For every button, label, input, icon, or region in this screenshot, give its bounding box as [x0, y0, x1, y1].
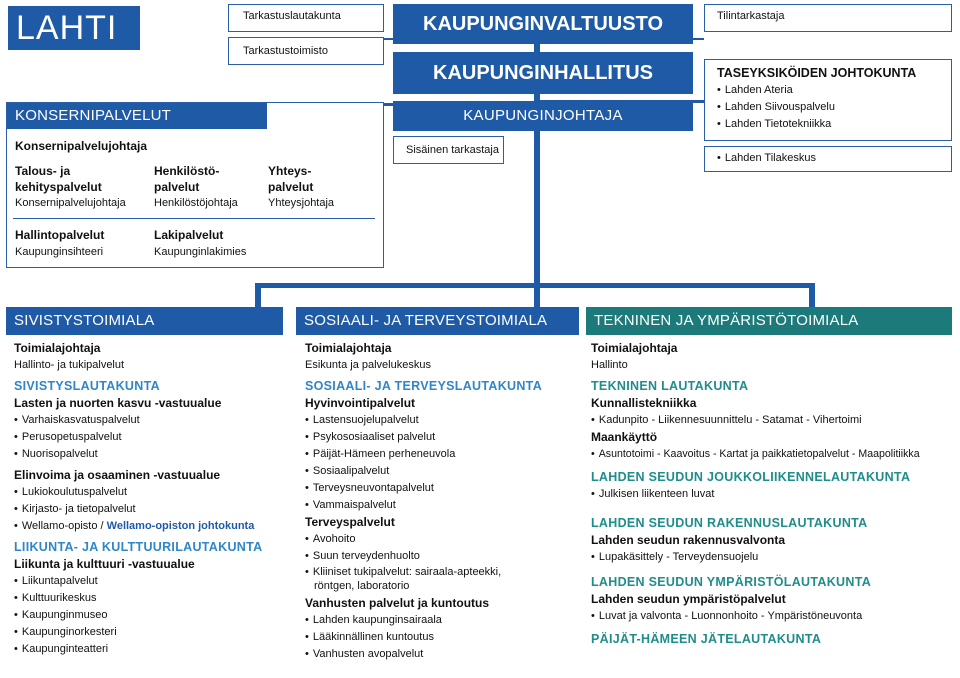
konserni-divider	[13, 218, 375, 219]
konserni-col-laki	[154, 227, 246, 261]
list-item: • Kirjasto- ja tietopalvelut	[14, 501, 284, 518]
konsernipalvelut-header: KONSERNIPALVELUT	[7, 103, 267, 129]
lasten-nuorten-heading: Lasten ja nuorten kasvu -vastuualue	[14, 396, 222, 410]
rakennuslautakunta-heading: LAHDEN SEUDUN RAKENNUSLAUTAKUNTA	[591, 516, 868, 530]
list-item-kliiniset: • Kliiniset tukipalvelut: sairaala-apteekki, röntgen, laboratorio	[305, 565, 529, 593]
konsernipalvelujohtaja-label: Konsernipalvelujohtaja	[15, 139, 148, 153]
tekninen-hallinto: Hallinto	[591, 359, 628, 371]
henkilosto-heading-2: palvelut	[154, 180, 200, 194]
tekninen-lautakunta-heading: TEKNINEN LAUTAKUNTA	[591, 379, 749, 393]
wellamo-johtokunta-label: Wellamo-opiston johtokunta	[106, 520, 255, 532]
liikunta-kulttuurilautakunta-heading: LIIKUNTA- JA KULTTUURILAUTAKUNTA	[14, 540, 263, 554]
tarkastuslautakunta-box	[228, 4, 384, 32]
tekninen-column	[591, 340, 956, 648]
sisainen-tarkastaja-label: Sisäinen tarkastaja	[406, 144, 499, 156]
ymparistolautakunta-heading: LAHDEN SEUDUN YMPÄRISTÖLAUTAKUNTA	[591, 575, 872, 589]
ymparistopalvelut-heading: Lahden seudun ympäristöpalvelut	[591, 592, 786, 606]
list-item: • Avohoito	[305, 531, 580, 548]
wellamo-opisto-label: Wellamo-opisto /	[21, 520, 107, 532]
taseyksikot-title: TASEYKSIKÖIDEN JOHTOKUNTA	[717, 66, 917, 80]
henkilosto-heading-1: Henkilöstö-	[154, 164, 220, 178]
connector-right-horizontal	[692, 38, 704, 40]
hallintopalvelut-heading: Hallintopalvelut	[15, 228, 105, 242]
vanhusten-palvelut-heading: Vanhusten palvelut ja kuntoutus	[305, 596, 490, 610]
connector-drop-sivistys	[255, 283, 261, 307]
henkilosto-leader: Henkilöstöjohtaja	[154, 197, 238, 209]
talous-heading-2: kehityspalvelut	[15, 180, 102, 194]
tekninen-header: TEKNINEN JA YMPÄRISTÖTOIMIALA	[586, 307, 952, 335]
tekninen-toimialajohtaja: Toimialajohtaja	[591, 341, 678, 355]
list-item: • Psykososiaaliset palvelut	[305, 429, 580, 446]
joukkoliikennelautakunta-heading: LAHDEN SEUDUN JOUKKOLIIKENNELAUTAKUNTA	[591, 470, 911, 484]
list-item: • Liikuntapalvelut	[14, 573, 284, 590]
jatelautakunta-heading: PÄIJÄT-HÄMEEN JÄTELAUTAKUNTA	[591, 632, 822, 646]
list-item: • Sosiaalipalvelut	[305, 463, 580, 480]
list-item: • Vanhusten avopalvelut	[305, 646, 580, 663]
hyvinvointipalvelut-heading: Hyvinvointipalvelut	[305, 396, 416, 410]
sivistystoimiala-header: SIVISTYSTOIMIALA	[6, 307, 283, 335]
list-item: • Lahden kaupunginsairaala	[305, 612, 580, 629]
list-item: • Lastensuojelupalvelut	[305, 412, 580, 429]
konserni-col-hallinto	[15, 227, 104, 261]
list-item: • Lahden Siivouspalvelu	[717, 99, 951, 116]
list-item: • Lupakäsittely - Terveydensuojelu	[591, 549, 956, 566]
tilakeskus-label: • Lahden Tilakeskus	[717, 152, 816, 164]
kunnallistekniikka-heading: Kunnallistekniikka	[591, 396, 697, 410]
list-item: • Nuorisopalvelut	[14, 446, 284, 463]
list-item: • Kaupunginorkesteri	[14, 624, 284, 641]
lakipalvelut-heading: Lakipalvelut	[154, 228, 224, 242]
list-item: • Luvat ja valvonta - Luonnonhoito - Ympäristöneuvonta	[591, 608, 956, 625]
elinvoima-heading: Elinvoima ja osaaminen -vastuualue	[14, 468, 221, 482]
list-item: • Varhaiskasvatuspalvelut	[14, 412, 284, 429]
tarkastustoimisto-box	[228, 37, 384, 65]
connector-drop-sote	[534, 283, 540, 307]
sivistystoimiala-column	[14, 340, 284, 658]
kaupunginhallitus-label: KAUPUNGINHALLITUS	[433, 62, 653, 84]
talous-heading-1: Talous- ja	[15, 164, 71, 178]
yhteys-heading-2: palvelut	[268, 180, 314, 194]
tilakeskus-box	[704, 146, 952, 172]
talous-leader: Konsernipalvelujohtaja	[15, 197, 126, 209]
terveyspalvelut-heading: Terveyspalvelut	[305, 515, 395, 529]
list-item: • Kaupunginteatteri	[14, 641, 284, 658]
list-item: • Lääkinnällinen kuntoutus	[305, 629, 580, 646]
list-item: • Asuntotoimi - Kaavoitus - Kartat ja paikkatietopalvelut - Maapolitiikka	[591, 446, 956, 463]
list-item: • Vammaispalvelut	[305, 497, 580, 514]
list-item: • Julkisen liikenteen luvat	[591, 486, 956, 503]
tarkastustoimisto-label: Tarkastustoimisto	[243, 45, 328, 57]
lakipalvelut-leader: Kaupunginlakimies	[154, 246, 247, 258]
taseyksikot-box	[704, 59, 952, 141]
hallintopalvelut-leader: Kaupunginsihteeri	[15, 246, 104, 258]
rakennusvalvonta-heading: Lahden seudun rakennusvalvonta	[591, 533, 786, 547]
yhteys-leader: Yhteysjohtaja	[268, 197, 335, 209]
tilintarkastaja-label: Tilintarkastaja	[717, 10, 785, 22]
sote-toimialajohtaja: Toimialajohtaja	[305, 341, 392, 355]
yhteys-heading-1: Yhteys-	[268, 164, 312, 178]
tilintarkastaja-box	[704, 4, 952, 32]
sote-header: SOSIAALI- JA TERVEYSTOIMIALA	[296, 307, 579, 335]
list-item: • Lahden Ateria	[717, 82, 951, 99]
list-item: • Lahden Tietotekniikka	[717, 116, 951, 133]
konserni-col-yhteys	[268, 163, 334, 211]
sote-column	[305, 340, 580, 663]
list-item-wellamo	[14, 518, 284, 535]
list-item: • Päijät-Hämeen perheneuvola	[305, 446, 580, 463]
list-item: • Terveysneuvontapalvelut	[305, 480, 580, 497]
sote-esikunta: Esikunta ja palvelukeskus	[305, 359, 431, 371]
list-item: • Kaupunginmuseo	[14, 607, 284, 624]
kaupunginvaltuusto-box	[393, 4, 693, 44]
list-item: • Suun terveydenhuolto	[305, 548, 580, 565]
kaupunginvaltuusto-label: KAUPUNGINVALTUUSTO	[423, 13, 663, 35]
konserni-col-talous	[15, 163, 126, 211]
list-item: • Perusopetuspalvelut	[14, 429, 284, 446]
lahti-logo: LAHTI	[8, 6, 140, 50]
konsernipalvelut-box	[6, 102, 384, 268]
kaupunginhallitus-box	[393, 52, 693, 94]
list-item: • Lukiokoulutuspalvelut	[14, 484, 284, 501]
sivistyslautakunta-heading: SIVISTYSLAUTAKUNTA	[14, 379, 160, 393]
kaupunginjohtaja-label: KAUPUNGINJOHTAJA	[463, 107, 623, 124]
tarkastuslautakunta-label: Tarkastuslautakunta	[243, 10, 341, 22]
list-item: • Kulttuurikeskus	[14, 590, 284, 607]
konserni-col-henkilosto	[154, 163, 238, 211]
sisainen-tarkastaja-box	[393, 136, 504, 164]
maankaytto-heading: Maankäyttö	[591, 430, 658, 444]
sivistys-hallinto: Hallinto- ja tukipalvelut	[14, 359, 125, 371]
liikunta-kulttuuri-heading: Liikunta ja kulttuuri -vastuualue	[14, 557, 195, 571]
list-item: • Kadunpito - Liikennesuunnittelu - Satamat - Vihertoimi	[591, 412, 956, 429]
sivistys-toimialajohtaja: Toimialajohtaja	[14, 341, 101, 355]
kaupunginjohtaja-box	[393, 101, 693, 131]
connector-drop-tekninen	[809, 283, 815, 307]
sote-lautakunta-heading: SOSIAALI- JA TERVEYSLAUTAKUNTA	[305, 379, 543, 393]
